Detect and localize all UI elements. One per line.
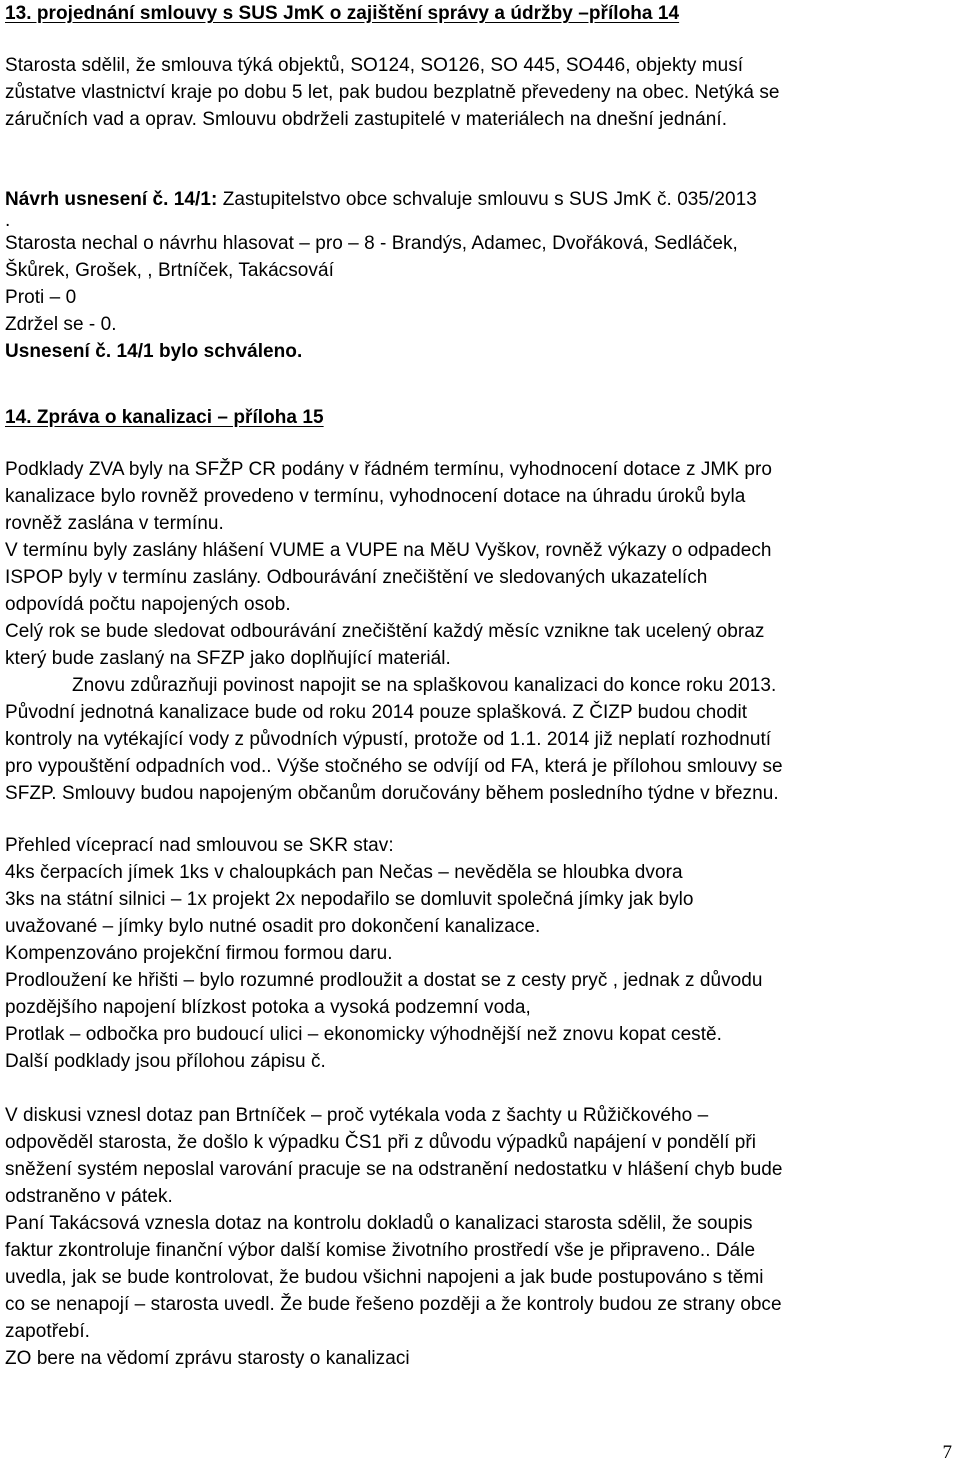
text-line: V diskusi vznesl dotaz pan Brtníček – proč vytékala voda z šachty u Růžičkového –	[5, 1105, 709, 1126]
text-line: Přehled víceprací nad smlouvou se SKR stav:	[5, 835, 394, 856]
text-line: zůstatve vlastnictví kraje po dobu 5 let, pak budou bezplatně převedeny na obec. Netýká se	[5, 82, 780, 103]
discussion-block	[5, 1102, 783, 1372]
text-line: Celý rok se bude sledovat odbourávání znečištění každý měsíc vznikne tak ucelený obraz	[5, 621, 765, 642]
text-line: odpověděl starosta, že došlo k výpadku ČS1 při z důvodu výpadků napájení v pondělí při	[5, 1132, 757, 1153]
text-line: ISPOP byly v termínu zaslány. Odbourávání znečištění ve sledovaných ukazatelích	[5, 567, 708, 588]
section-13-paragraph	[5, 52, 779, 133]
text-line: Kompenzováno projekční firmou formou daru.	[5, 943, 393, 964]
text-line: uvažované – jímky bylo nutné osadit pro dokončení kanalizace.	[5, 916, 541, 937]
text-line: Další podklady jsou přílohou zápisu č.	[5, 1051, 326, 1072]
vote-block	[5, 212, 738, 365]
text-line: zapotřebí.	[5, 1321, 90, 1342]
resolution-result: Usnesení č. 14/1 bylo schváleno.	[5, 341, 303, 362]
extra-work-overview	[5, 832, 763, 1075]
text-line: Prodloužení ke hřišti – bylo rozumné prodloužit a dostat se z cesty pryč , jednak z důvodu	[5, 970, 763, 991]
text-line: sněžení systém neposlal varování pracuje se na odstranění nedostatku v hlášení chyb bude	[5, 1159, 783, 1180]
section-14-report	[5, 456, 783, 807]
text-line: ZO bere na vědomí zprávu starosty o kanalizaci	[5, 1348, 410, 1369]
proposal-label: Návrh usnesení č. 14/1:	[5, 189, 218, 210]
text-line: 3ks na státní silnici – 1x projekt 2x nepodařilo se domluvit společná jímky jak bylo	[5, 889, 694, 910]
text-line: 4ks čerpacích jímek 1ks v chaloupkách pan Nečas – nevěděla se hloubka dvora	[5, 862, 683, 883]
text-line: kontroly na vytékající vody z původních výpustí, protože od 1.1. 2014 již neplatí rozhodnutí	[5, 729, 772, 750]
section-14-heading: 14. Zpráva o kanalizaci – příloha 15	[5, 407, 324, 428]
text-line: co se nenapojí – starosta uvedl. Že bude řešeno později a že kontroly budou ze strany obce	[5, 1294, 782, 1315]
text-line: Starosta sdělil, že smlouva týká objektů, SO124, SO126, SO 445, SO446, objekty musí	[5, 55, 744, 76]
text-line: Podklady ZVA byly na SFŽP CR podány v řádném termínu, vyhodnocení dotace z JMK pro	[5, 459, 772, 480]
vote-line: Proti – 0	[5, 287, 77, 308]
page-number: 7	[942, 1442, 952, 1463]
resolution-proposal	[5, 186, 757, 213]
dot-line: .	[5, 210, 11, 231]
proposal-text: Zastupitelstvo obce schvaluje smlouvu s SUS JmK č. 035/2013	[217, 189, 757, 210]
text-line: kanalizace bylo rovněž provedeno v termínu, vyhodnocení dotace na úhradu úroků byla	[5, 486, 746, 507]
vote-line: Zdržel se - 0.	[5, 314, 117, 335]
section-13-heading: 13. projednání smlouvy s SUS JmK o zajištění správy a údržby –příloha 14	[5, 3, 680, 24]
vote-line: Škůrek, Grošek, , Brtníček, Takácsováí	[5, 260, 334, 281]
text-line: záručních vad a oprav. Smlouvu obdrželi zastupitelé v materiálech na dnešní jednání.	[5, 109, 728, 130]
text-line: Paní Takácsová vznesla dotaz na kontrolu dokladů o kanalizaci starosta sdělil, že soupis	[5, 1213, 753, 1234]
indented-line: Znovu zdůrazňuji povinost napojit se na splaškovou kanalizaci do konce roku 2013.	[72, 675, 777, 696]
vote-line: Starosta nechal o návrhu hlasovat – pro – 8 - Brandýs, Adamec, Dvořáková, Sedláček,	[5, 233, 738, 254]
text-line: Původní jednotná kanalizace bude od roku 2014 pouze splašková. Z ČIZP budou chodit	[5, 702, 748, 723]
text-line: pro vypouštění odpadních vod.. Výše stočného se odvíjí od FA, která je přílohou smlouvy se	[5, 756, 783, 777]
text-line: faktur zkontroluje finanční výbor další komise životního prostředí vše je připraveno.. Dále	[5, 1240, 756, 1261]
text-line: rovněž zaslána v termínu.	[5, 513, 224, 534]
text-line: V termínu byly zaslány hlášení VUME a VUPE na MěU Vyškov, rovněž výkazy o odpadech	[5, 540, 772, 561]
text-line: SFZP. Smlouvy budou napojeným občanům doručovány během posledního týdne v březnu.	[5, 783, 779, 804]
text-line: odpovídá počtu napojených osob.	[5, 594, 291, 615]
text-line: který bude zaslaný na SFZP jako doplňující materiál.	[5, 648, 451, 669]
text-line: Protlak – odbočka pro budoucí ulici – ekonomicky výhodnější než znovu kopat cestě.	[5, 1024, 723, 1045]
text-line: odstraněno v pátek.	[5, 1186, 173, 1207]
text-line: uvedla, jak se bude kontrolovat, že budou všichni napojeni a jak bude postupováno s těmi	[5, 1267, 764, 1288]
text-line: pozdějšího napojení blízkost potoka a vysoká podzemní voda,	[5, 997, 531, 1018]
